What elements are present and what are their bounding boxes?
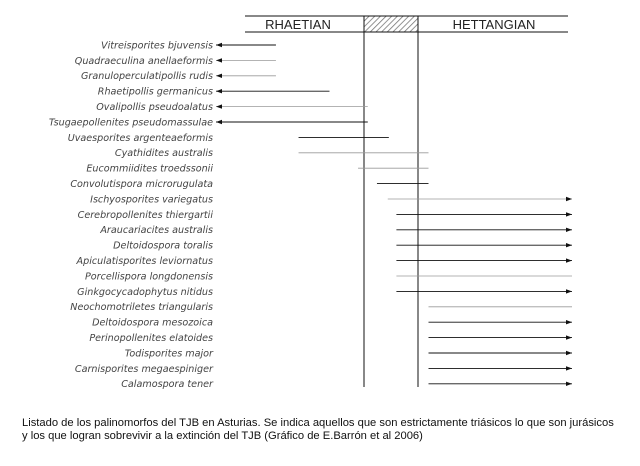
arrowhead-right (566, 258, 572, 262)
taxon-label: Deltoidospora toralis (113, 240, 213, 252)
taxon-label: Perinopollenites elatoides (89, 333, 213, 344)
taxon-label: Eucommiidites troedssonii (86, 163, 213, 175)
figure-caption: Listado de los palinomorfos del TJB en Asturias. Se indica aquellos que son estrictamente triásicos lo que son jurásicos y los que logran sobrevivir a la extinción del TJB (Gráfico de E.Barrón et al 2006) (22, 417, 614, 442)
taxon-label: Calamospora tener (121, 379, 213, 391)
taxon-label: Apiculatisporites leviornatus (76, 256, 213, 267)
taxon-label: Convolutispora microrugulata (70, 179, 213, 190)
taxon-label: Granuloperculatipollis rudis (81, 71, 213, 83)
taxon-label: Cyathidites australis (114, 148, 213, 160)
arrowhead-right (566, 212, 572, 216)
arrowhead-right (566, 197, 572, 201)
taxon-label: Araucariacites australis (100, 225, 213, 237)
taxon-label: Quadraeculina anellaeformis (74, 55, 213, 67)
arrowhead-right (566, 351, 572, 355)
arrowhead-left (216, 58, 222, 62)
taxon-label: Cerebropollenites thiergartii (77, 209, 213, 221)
arrowhead-right (566, 335, 572, 339)
taxon-label: Carnisporites megaespiniger (74, 363, 213, 375)
arrowhead-left (216, 74, 222, 78)
arrowhead-right (566, 289, 572, 293)
taxon-label: Rhaetipollis germanicus (97, 86, 213, 98)
arrowhead-left (216, 120, 222, 124)
taxon-label: Neochomotriletes triangularis (70, 302, 213, 314)
boundary-hatched-zone (364, 16, 418, 32)
arrowhead-right (566, 228, 572, 232)
taxon-label: Uvaesporites argenteaeformis (67, 132, 213, 144)
taxon-label: Ischyosporites variegatus (90, 194, 213, 206)
taxon-label: Tsugaepollenites pseudomassulae (48, 117, 213, 129)
arrowhead-right (566, 382, 572, 386)
arrowhead-right (566, 243, 572, 247)
arrowhead-left (216, 43, 222, 47)
taxon-label: Todisporites major (124, 348, 213, 360)
arrowhead-right (566, 366, 572, 370)
arrowhead-right (566, 320, 572, 324)
taxon-label: Porcellispora longdonensis (85, 271, 213, 283)
taxa-range-group (49, 40, 572, 390)
taxon-label: Deltoidospora mesozoica (92, 317, 213, 329)
stage-label-rhaetian: RHAETIAN (265, 17, 331, 32)
taxon-label: Vitreisporites bjuvensis (101, 40, 213, 52)
arrowhead-left (216, 89, 222, 93)
taxon-label: Ginkgocycadophytus nitidus (77, 286, 213, 298)
taxon-label: Ovalipollis pseudoalatus (96, 102, 213, 113)
arrowhead-left (216, 104, 222, 108)
stage-label-hettangian: HETTANGIAN (452, 17, 536, 32)
